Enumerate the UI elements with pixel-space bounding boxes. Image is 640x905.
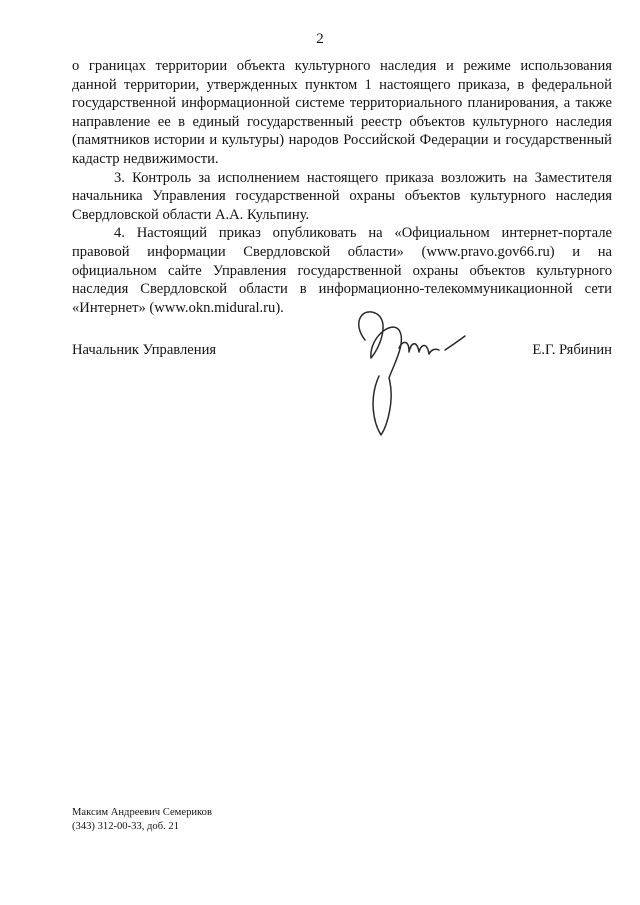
- paragraph-item-3: 3. Контроль за исполнением настоящего приказа возложить на Заместителя начальника Управления государственной охраны объектов культурного наследия Свердловской области А.А. Кульпину.: [72, 169, 612, 223]
- executor-contact: [72, 806, 212, 833]
- executor-name: Максим Андреевич Семериков: [72, 807, 212, 818]
- paragraph-continuation: о границах территории объекта культурного наследия и режиме использования данной территории, утвержденных пунктом 1 настоящего приказа, в федеральной государственной информационной системе территориального планирования, а также направление ее в единый государственный реестр объектов культурного наследия (памятников истории и культуры) народов Российской Федерации и государственный кадастр недвижимости.: [72, 58, 612, 167]
- page-number: 2: [316, 31, 324, 47]
- signer-position: Начальник Управления: [72, 342, 217, 358]
- handwritten-signature: [345, 300, 470, 440]
- document-body: [72, 57, 612, 317]
- signer-name: Е.Г. Рябинин: [532, 342, 612, 358]
- signature-block: [72, 341, 612, 361]
- paragraph-item-4: 4. Настоящий приказ опубликовать на «Официальном интернет-портале правовой информации Свердловской области» (www.pravo.gov66.ru) и на официальном сайте Управления государственной охраны объектов культурного наследия Свердловской области в информационно-телекоммуникационной сети «Интернет» (www.okn.midural.ru).: [72, 225, 612, 316]
- executor-phone: (343) 312-00-33, доб. 21: [72, 820, 179, 832]
